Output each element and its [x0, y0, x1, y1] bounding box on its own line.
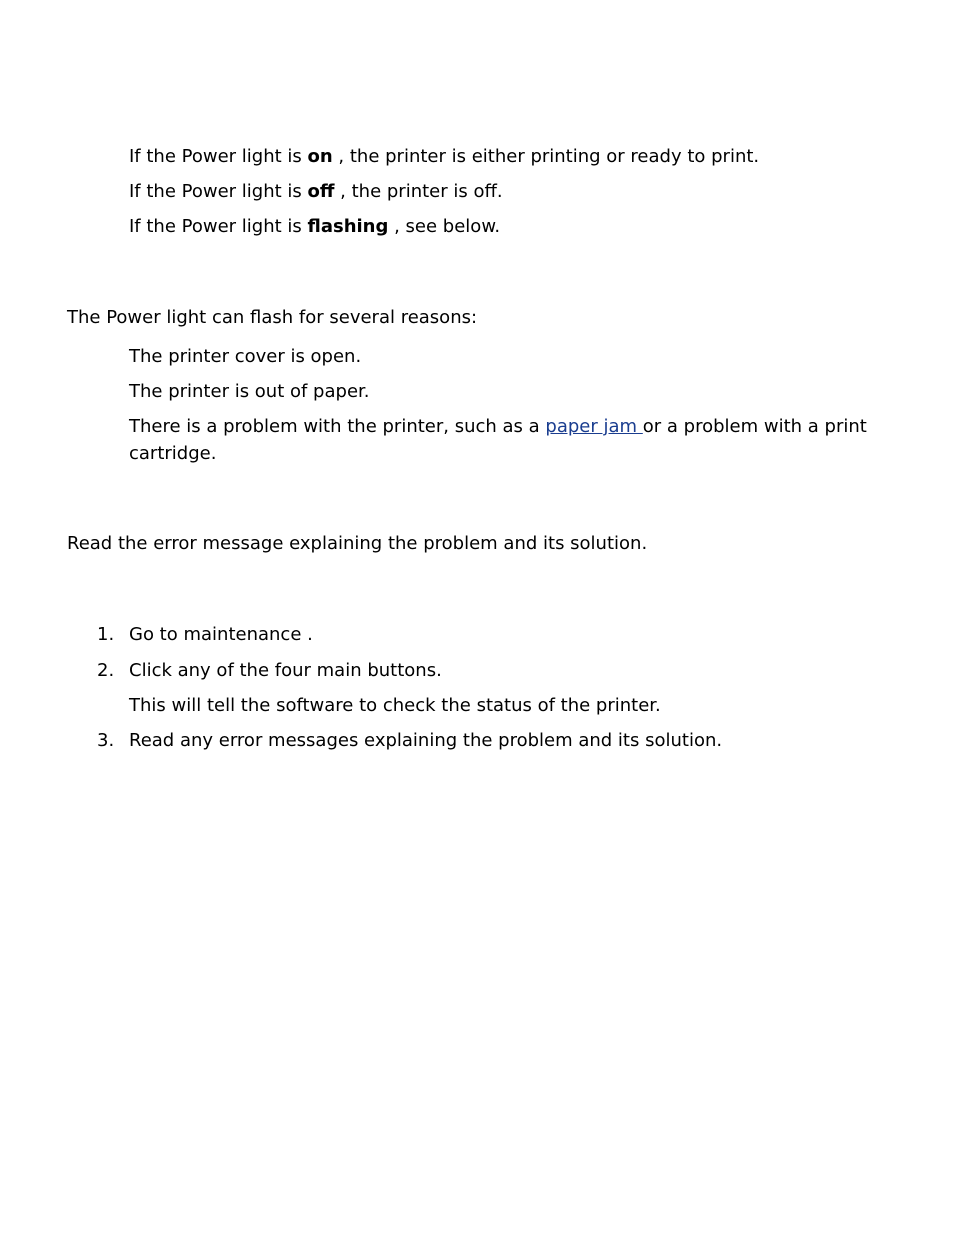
- power-state-keyword: flashing: [307, 216, 389, 237]
- power-state-keyword: on: [307, 146, 333, 167]
- power-state-flashing: [129, 213, 500, 240]
- flash-intro: The Power light can flash for several reasons:: [67, 307, 478, 328]
- step-text: Read any error messages explaining the problem and its solution.: [129, 730, 723, 751]
- paper-jam-link[interactable]: paper jam: [545, 416, 643, 437]
- step-note: This will tell the software to check the status of the printer.: [129, 695, 661, 716]
- power-state-on: [129, 143, 759, 170]
- power-state-prefix: If the Power light is: [129, 216, 308, 237]
- reason-problem-suffix: or a problem with a print cartridge.: [129, 416, 867, 464]
- step-text: Click any of the four main buttons.: [129, 660, 442, 681]
- reason-out-of-paper: The printer is out of paper.: [129, 381, 370, 402]
- power-state-off: [129, 178, 503, 205]
- power-state-prefix: If the Power light is: [129, 181, 308, 202]
- error-message-text: Read the error message explaining the problem and its solution.: [67, 533, 648, 554]
- power-state-prefix: If the Power light is: [129, 146, 308, 167]
- reason-problem-prefix: There is a problem with the printer, such as a: [129, 416, 546, 437]
- step-number: 2.: [97, 660, 115, 681]
- step-text: Go to maintenance .: [129, 624, 313, 645]
- reason-cover-open: The printer cover is open.: [129, 346, 362, 367]
- reason-printer-problem: [129, 413, 869, 467]
- step-number: 1.: [97, 624, 115, 645]
- step-number: 3.: [97, 730, 115, 751]
- power-state-suffix: , the printer is off.: [334, 181, 503, 202]
- power-state-keyword: off: [307, 181, 335, 202]
- power-state-suffix: , see below.: [388, 216, 501, 237]
- power-state-suffix: , the printer is either printing or ready to print.: [332, 146, 760, 167]
